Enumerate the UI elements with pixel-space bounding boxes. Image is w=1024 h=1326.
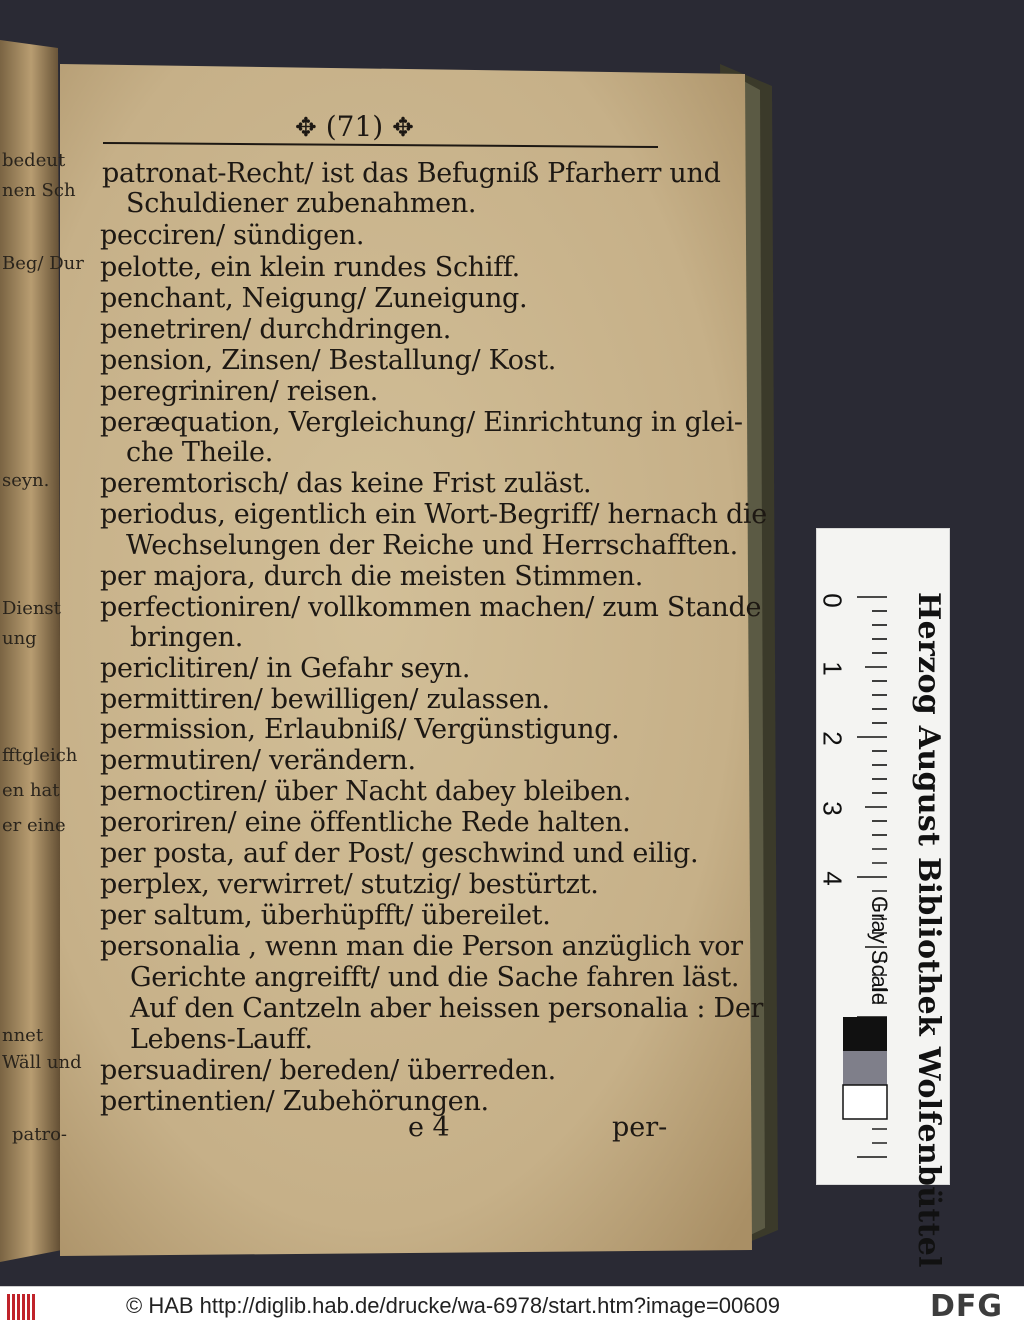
left-page-fragment: fftgleich: [2, 745, 78, 766]
text-line: pension, Zinsen/ Bestallung/ Kost.: [100, 345, 557, 376]
dfg-logo: DFG: [930, 1289, 1004, 1324]
text-line: periodus, eigentlich ein Wort-Begriff/ hernach die: [100, 499, 767, 530]
gray-swatch-black: [843, 1017, 887, 1051]
hab-logo-icon: [6, 1292, 40, 1322]
text-line: pertinentien/ Zubehörungen.: [100, 1086, 489, 1117]
left-page-fragment: en hat: [2, 780, 60, 801]
left-page-fragment: seyn.: [2, 470, 50, 491]
left-page-fragment: Beg/ Dur: [2, 253, 84, 274]
text-line: penetriren/ durchdringen.: [100, 314, 452, 345]
text-line: perplex, verwirret/ stutzig/ bestürtzt.: [100, 869, 599, 900]
text-line: bringen.: [130, 622, 244, 653]
gray-swatch-mid: [843, 1051, 887, 1085]
left-page-fragment: ung: [2, 628, 37, 649]
gray-swatch-white: [843, 1085, 887, 1119]
text-line: permutiren/ verändern.: [100, 745, 416, 776]
text-line: penchant, Neigung/ Zuneigung.: [100, 283, 528, 314]
text-line: permittiren/ bewilligen/ zulassen.: [100, 684, 550, 715]
text-line: perfectioniren/ vollkommen machen/ zum Stande: [100, 592, 762, 623]
text-line: permission, Erlaubniß/ Vergünstigung.: [100, 714, 620, 745]
gray-scale-label: Gray Scale: [867, 896, 892, 1005]
text-line: peremtorisch/ das keine Frist zuläst.: [100, 468, 592, 499]
text-line: Lebens-Lauff.: [130, 1024, 313, 1055]
text-line: peræquation, Vergleichung/ Einrichtung in glei-: [100, 407, 743, 438]
text-line: Auf den Cantzeln aber heissen personalia : Der: [130, 993, 764, 1024]
page-header: [295, 110, 414, 143]
ornament-left-icon: ✥: [295, 113, 317, 143]
text-line: per saltum, überhüpfft/ übereilet.: [100, 900, 551, 931]
ruler-number: 2: [817, 731, 848, 746]
left-page-fragment: nnet: [2, 1025, 44, 1046]
ruler-number: 3: [817, 801, 848, 816]
text-line: personalia , wenn man die Person anzüglich vor: [100, 931, 743, 962]
text-line: periclitiren/ in Gefahr seyn.: [100, 653, 471, 684]
text-line: per posta, auf der Post/ geschwind und eilig.: [100, 838, 699, 869]
left-page-fragment: nen Sch: [2, 180, 76, 201]
text-line: pecciren/ sündigen.: [100, 220, 365, 251]
signature-mark: e 4: [408, 1112, 450, 1143]
catchword: per-: [612, 1112, 668, 1143]
copyright-url[interactable]: © HAB http://diglib.hab.de/drucke/wa-6978/start.htm?image=00609: [126, 1293, 780, 1318]
text-line: Schuldiener zubenahmen.: [126, 188, 477, 219]
text-line: che Theile.: [126, 437, 273, 468]
text-line: pernoctiren/ über Nacht dabey bleiben.: [100, 776, 632, 807]
text-line: patronat-Recht/ ist das Befugniß Pfarherr und: [102, 158, 721, 189]
page-number: (71): [325, 110, 384, 143]
text-line: Wechselungen der Reiche und Herrschafften.: [126, 530, 738, 561]
ruler-number: 1: [817, 661, 848, 676]
left-page-fragment: Dienst: [2, 598, 61, 619]
text-line: per majora, durch die meisten Stimmen.: [100, 561, 644, 592]
text-line: peroriren/ eine öffentliche Rede halten.: [100, 807, 631, 838]
left-page-fragment: Wäll und: [2, 1052, 82, 1073]
left-page-fragment: bedeut: [2, 150, 66, 171]
text-line: persuadiren/ bereden/ überreden.: [100, 1055, 556, 1086]
ruler-number: 4: [817, 871, 848, 886]
text-line: pelotte, ein klein rundes Schiff.: [100, 252, 520, 283]
ornament-right-icon: ✥: [392, 113, 414, 143]
ruler-number: 0: [817, 593, 848, 608]
left-page-fragment: patro-: [12, 1124, 68, 1145]
text-line: peregriniren/ reisen.: [100, 376, 378, 407]
footer-bar: [0, 1286, 1024, 1326]
ruler-institution-label: Herzog August Bibliothek Wolfenbüttel: [911, 592, 946, 1268]
left-page-fragment: er eine: [2, 815, 66, 836]
text-line: Gerichte angreifft/ und die Sache fahren läst.: [130, 962, 740, 993]
